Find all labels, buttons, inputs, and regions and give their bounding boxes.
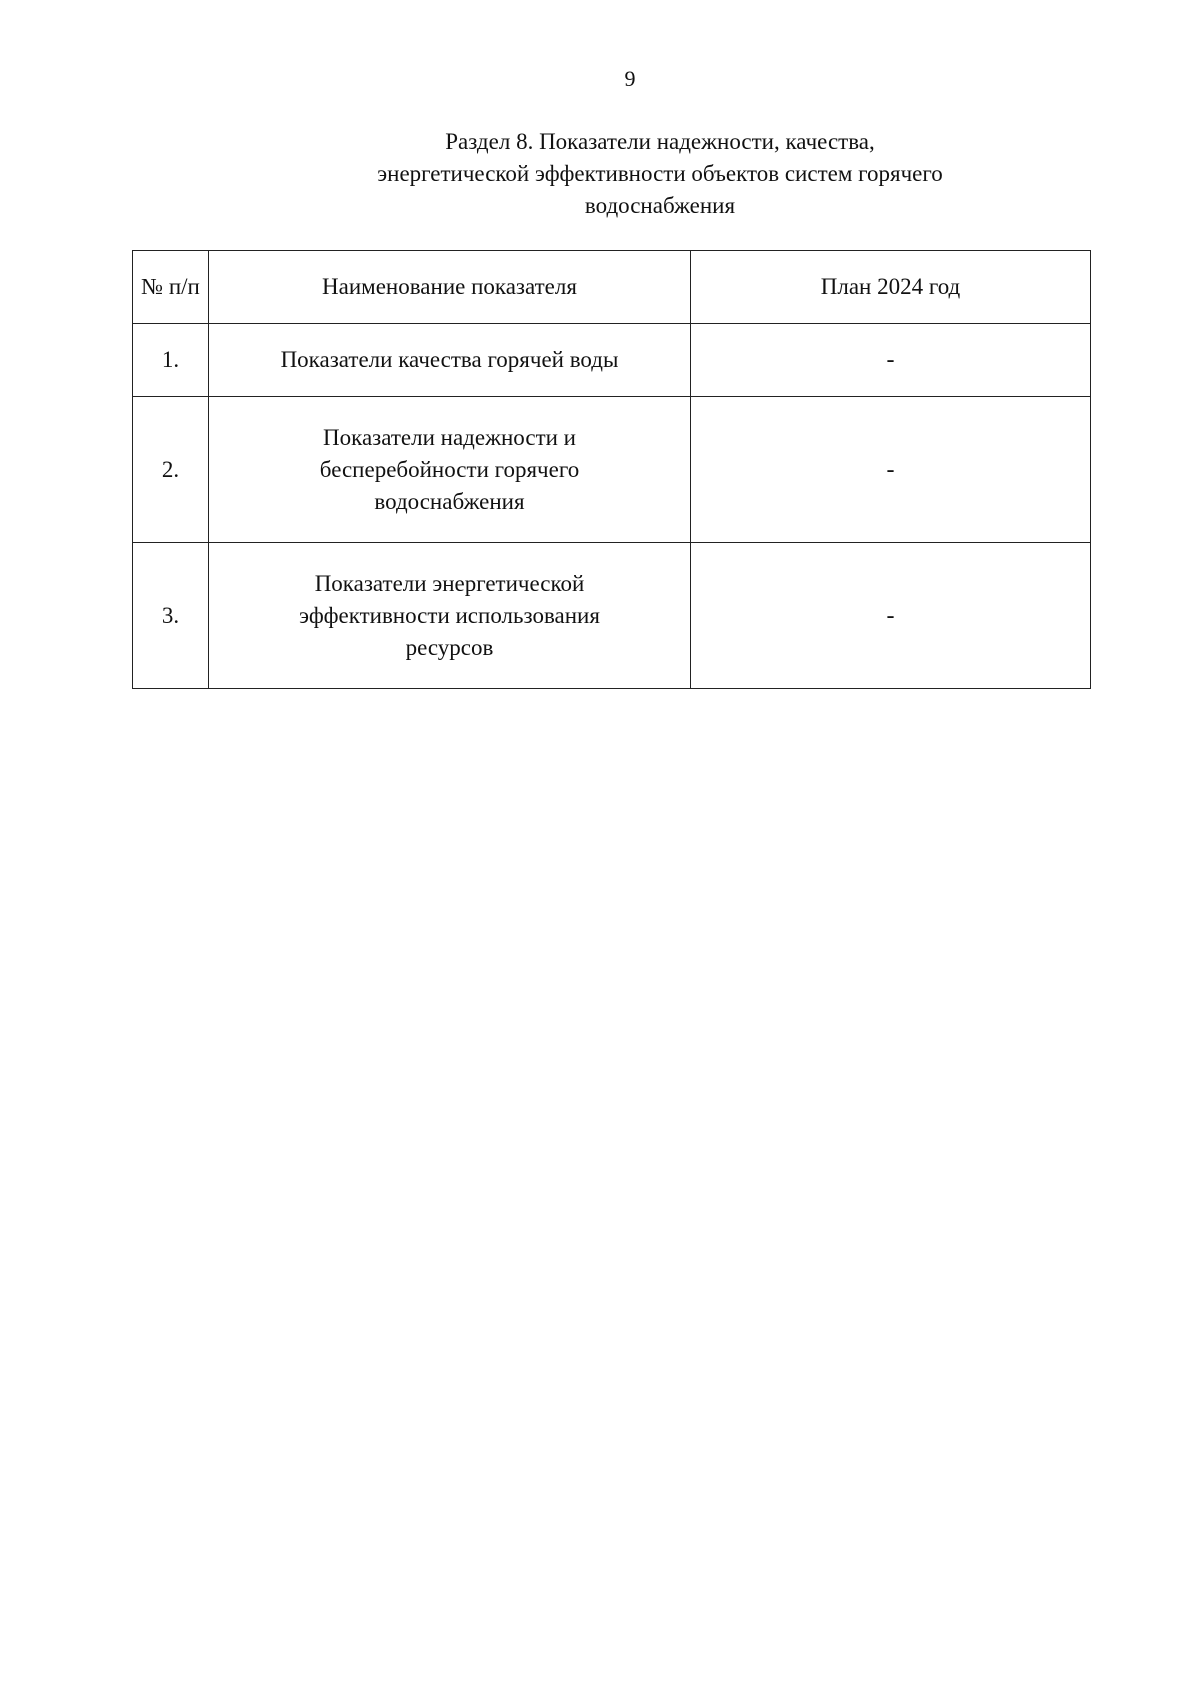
row-number: 3. <box>133 543 209 689</box>
row-name-line: эффективности использования <box>299 602 600 628</box>
section-title-line: водоснабжения <box>584 193 736 218</box>
header-number: № п/п <box>133 251 209 324</box>
row-number: 1. <box>133 324 209 397</box>
row-name <box>209 324 691 397</box>
section-title-line: Раздел 8. Показатели надежности, качества, <box>445 129 875 154</box>
row-number: 2. <box>133 397 209 543</box>
row-name <box>209 543 691 689</box>
row-plan-value: - <box>691 543 1091 689</box>
row-name-line: Показатели качества горячей воды <box>280 347 619 372</box>
table-row <box>133 543 1091 689</box>
row-plan-value: - <box>691 397 1091 543</box>
table-row <box>133 397 1091 543</box>
row-name-line: водоснабжения <box>374 488 525 514</box>
indicators-table <box>132 250 1091 689</box>
row-name-line: ресурсов <box>405 634 494 660</box>
row-name-line: Показатели надежности и <box>323 424 576 450</box>
table-header-row <box>133 251 1091 324</box>
section-title-line: энергетической эффективности объектов систем горячего <box>377 161 943 186</box>
header-plan: План 2024 год <box>691 251 1091 324</box>
table-row <box>133 324 1091 397</box>
row-name <box>209 397 691 543</box>
row-name-line: бесперебойности горячего <box>319 456 580 482</box>
section-title <box>260 126 1060 222</box>
page-number: 9 <box>624 66 636 91</box>
row-plan-value: - <box>691 324 1091 397</box>
row-name-line: Показатели энергетической <box>314 570 585 596</box>
header-name: Наименование показателя <box>209 251 691 324</box>
